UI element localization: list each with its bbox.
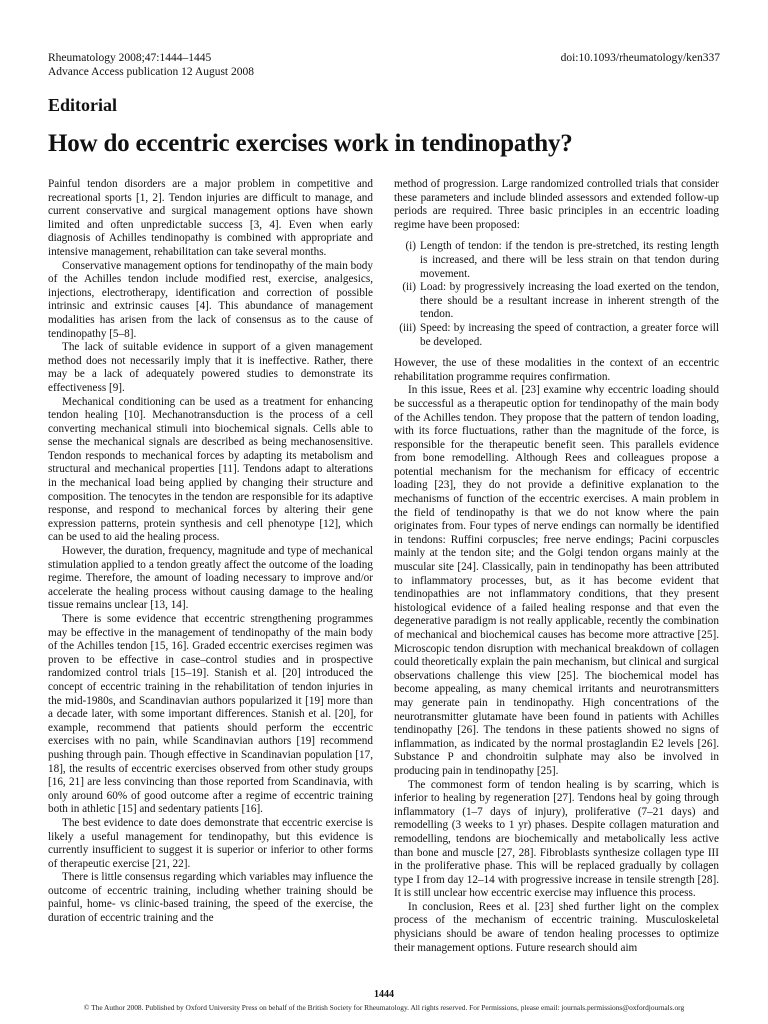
section-heading: Editorial	[48, 95, 118, 115]
page-number: 1444	[374, 989, 394, 1000]
advance-access-note: Advance Access publication 12 August 2008	[48, 66, 255, 78]
list-item-text: Speed: by increasing the speed of contraction, a greater force will be developed.	[420, 321, 719, 348]
body-paragraph: There is some evidence that eccentric strengthening programmes may be effective in the management of tendinopathy of the main body of the Achilles tendon [15, 16]. Graded eccentric exercises regimen was proven to be effective in case–control studies and in prospective randomized control trials [15–19]. Stanish et al. [20] introduced the concept of eccentric training in the rehabilitation of tendon injuries in the mid-1980s, and Scandinavian authors popularized it [19] more than a decade later, with some important differences. Stanish et al. [20], for example, recommend that patients should perform the eccentric exercises with no pain, while Scandinavian authors [19] recommend pushing through pain. Though effective in Scandinavian population [17, 18], the results of eccentric exercises observed from other study groups [16, 21] are less convincing than those reported from Scandinavia, with only around 60% of good outcome after a regime of eccentric training both in athletic [15] and sedentary patients [16].	[48, 613, 373, 816]
body-paragraph: The best evidence to date does demonstrate that eccentric exercise is likely a useful management for tendinopathy, but this evidence is currently insufficient to suggest it is superior or inferior to other forms of therapeutic exercise [21, 22].	[48, 816, 373, 870]
body-paragraph: The commonest form of tendon healing is by scarring, which is inferior to healing by regeneration [27]. Tendons heal by going through inflammatory (1–7 days of injury), proliferative (7–21 days) and remodelling (3 weeks to 1 yr) phases. Despite collagen maturation and remodelling, tendons are biochemically and metabolically less active than bone and muscle [27, 28]. Fibroblasts synthesize collagen type III in the proliferative phase. This will be replaced gradually by collagen type I from day 12–14 with progressive increase in tensile strength [28]. It is still unclear how eccentric exercise may influence this process.	[394, 778, 719, 900]
copyright-footer: © The Author 2008. Published by Oxford University Press on behalf of the British Society for Rheumatology. All rights reserved. For Permissions, please email: journals.permissions@oxfordjournals.org	[83, 1003, 685, 1012]
doi-link[interactable]: doi:10.1093/rheumatology/ken337	[560, 52, 720, 64]
body-paragraph: However, the duration, frequency, magnitude and type of mechanical stimulation applied to a tendon greatly affect the outcome of the loading regime. Therefore, the amount of loading necessary to improve and/or accelerate the healing process without causing damage to the healing tissue remains unclear [13, 14].	[48, 545, 373, 612]
list-item-text: Load: by progressively increasing the load exerted on the tendon, there should be a resultant increase in inherent strength of the tendon.	[420, 281, 719, 321]
journal-citation-block	[48, 51, 254, 79]
left-column	[48, 178, 373, 926]
list-item	[394, 240, 719, 281]
body-paragraph: However, the use of these modalities in the context of an eccentric rehabilitation programme requires confirmation.	[394, 357, 719, 383]
list-marker: (i)	[405, 240, 416, 253]
body-paragraph: There is little consensus regarding which variables may influence the outcome of eccentric training, including whether training should be painful, home- vs clinic-based training, the speed of the exercise, the duration of eccentric training and the	[48, 871, 373, 925]
body-paragraph: Conservative management options for tendinopathy of the main body of the Achilles tendon include modified rest, exercise, analgesics, injections, electrotherapy, identification and correction of possible intrinsic and extrinsic causes [4]. This abundance of management modalities has arisen from the lack of consensus as to the cause of tendinopathy [5–8].	[48, 259, 373, 340]
list-marker: (iii)	[399, 321, 416, 334]
list-item	[394, 281, 719, 322]
journal-citation: Rheumatology 2008;47:1444–1445	[48, 52, 212, 64]
right-column	[394, 178, 719, 955]
body-paragraph: In this issue, Rees et al. [23] examine why eccentric loading should be successful as a therapeutic option for tendinopathy of the main body of the Achilles tendon. They propose that the pattern of tendon loading, with its force fluctuations, rather than the magnitude of the force, is responsible for the therapeutic benefit seen. This parallels evidence from bone remodelling. Although Rees and colleagues propose a potential mechanism for the mechanism for efficacy of eccentric loading [23], they do not provide a definitive explanation to the mechanisms of function of the eccentric exercises. A main problem in the field of tendinopathy is that we do not know where the pain originates from. Four types of nerve endings can normally be identified in tendons: Ruffini corpuscles; free nerve endings; Pacini corpuscles mainly at the tendon site; and the Golgi tendon organs mainly at the muscular site [24]. Classically, pain in tendinopathy has been attributed to inflammatory processes, but, as it has become evident that tendinopathies are not inflammatory conditions, that they present histological evidence of a failed healing response and that even the degenerative paradigm is not really applicable, recently the combination of mechanical and biochemical causes has become more attractive [25]. Microscopic tendon disruption with mechanical breakdown of collagen could theoretically explain the pain mechanism, but clinical and surgical observations challenge this view [25]. The biochemical model has become appealing, as many chemical irritants and neurotransmitters may generate pain in tendinopathy. High concentrations of the neurotransmitter glutamate have been found in patients with Achilles tendinopathy [26]. The tendons in these patients showed no signs of inflammation, as indicated by the normal prostaglandin E2 levels [26]. Substance P and chondroitin sulphate may also be involved in producing pain in tendinopathy [25].	[394, 384, 719, 777]
body-paragraph: The lack of suitable evidence in support of a given management method does not necessarily imply that it is ineffective. Rather, there may be a lack of adequately powered studies to demonstrate its effectiveness [9].	[48, 341, 373, 394]
list-item	[394, 322, 719, 349]
article-title: How do eccentric exercises work in tendinopathy?	[48, 130, 573, 157]
list-marker: (ii)	[402, 281, 416, 294]
body-paragraph: Mechanical conditioning can be used as a treatment for enhancing tendon healing [10]. Mechanotransduction is the process of a cell converting mechanical stimuli into biochemical signals. Cells able to sense the mechanical signals are described as being mechanosensitive. Tendon responds to mechanical forces by adapting its metabolism and structural and mechanical properties [11]. Tendons adapt to alterations in the mechanical load being applied by changing their structure and composition. The tenocytes in the tendon are responsible for its adaptive response, and respond to mechanical forces by altering their gene expression patterns, protein synthesis and cell phenotype [12], which can be used to aid the healing process.	[48, 395, 373, 544]
body-paragraph: method of progression. Large randomized controlled trials that consider these parameters and include blinded assessors and extended follow-up periods are required. Three basic principles in an eccentric loading regime have been proposed:	[394, 178, 719, 231]
body-paragraph: Painful tendon disorders are a major problem in competitive and recreational sports [1, 2]. Tendon injuries are difficult to manage, and current conservative and surgical management options have shown limited and often unpredictable success [3, 4]. Even when early diagnosis of Achilles tendinopathy is combined with appropriate and intensive management, rehabilitation can take several months.	[48, 178, 373, 258]
body-paragraph: In conclusion, Rees et al. [23] shed further light on the complex process of the mechanism of eccentric training. Musculoskeletal physicians should be aware of tendon healing processes to optimize their management options. Future research should aim	[394, 900, 719, 954]
list-item-text: Length of tendon: if the tendon is pre-stretched, its resting length is increased, and there will be less strain on that tendon during movement.	[420, 240, 719, 280]
principles-list	[394, 240, 719, 349]
